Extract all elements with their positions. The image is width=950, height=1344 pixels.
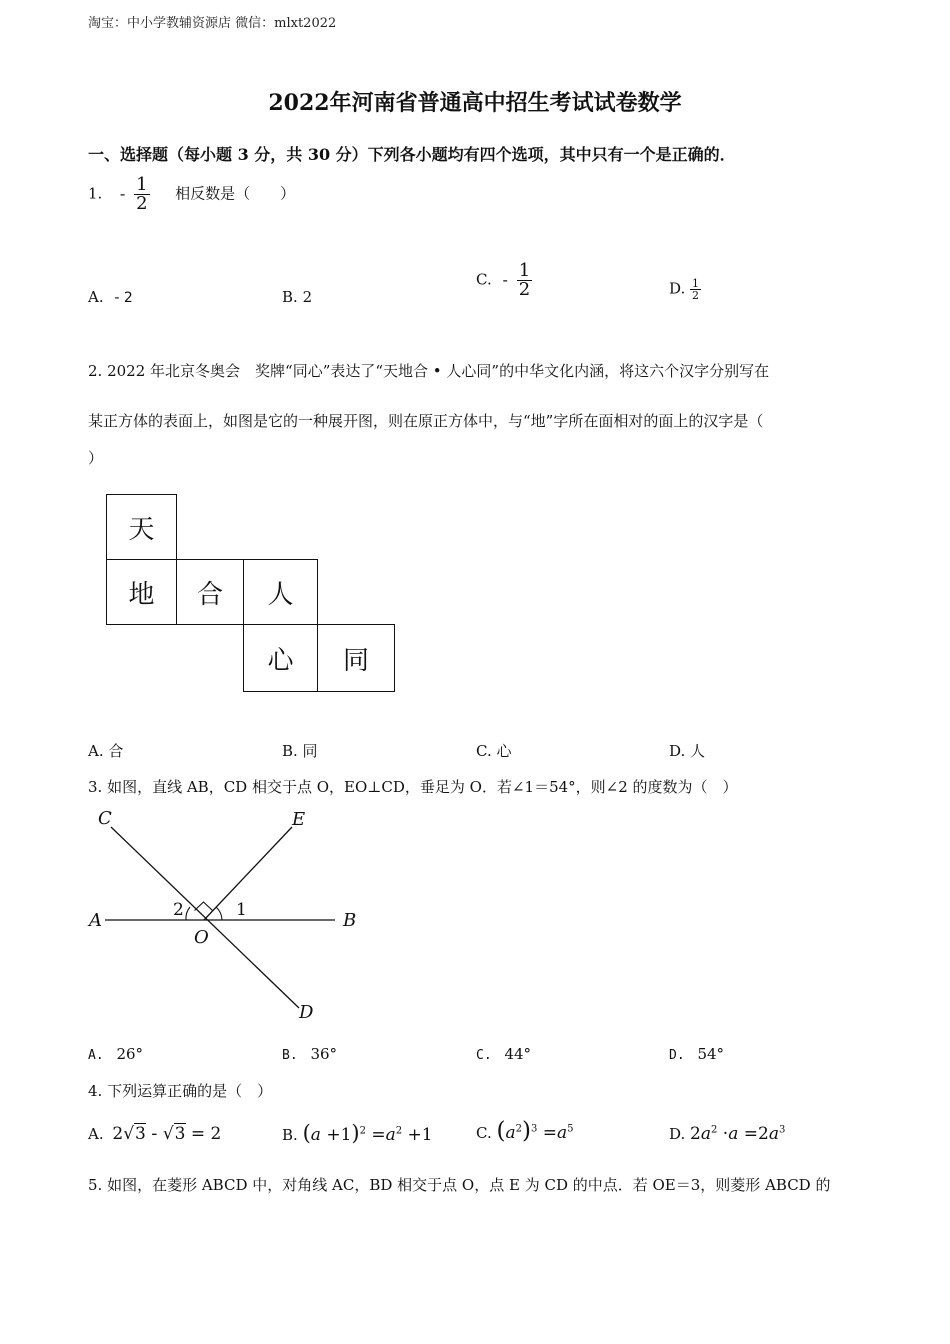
- header-note: 淘宝：中小学教辅资源店 微信：mlxt2022: [88, 16, 337, 31]
- label-c: C: [98, 808, 112, 829]
- q5-stem: 5. 如图，在菱形 ABCD 中，对角线 AC，BD 相交于点 O，点 E 为 CD 的中点．若 OE＝3，则菱形 ABCD 的: [88, 1176, 831, 1194]
- q1-option-a: A. - 2: [88, 288, 133, 306]
- q3-stem: 3. 如图，直线 AB，CD 相交于点 O，EO⊥CD，垂足为 O．若∠1＝54°，则∠2 的度数为（ ）: [88, 778, 738, 796]
- q4-b-expression: $(a +1)^2 =a^2 +1$: [302, 1121, 433, 1145]
- q2-line-1: 2. 2022 年北京冬奥会 奖牌“同心”表达了“天地合 • 人心同”的中华文化内涵，将这六个汉字分别写在: [88, 362, 770, 380]
- angle-2-arc: [186, 907, 190, 920]
- q2-option-b: B. 同: [282, 742, 318, 760]
- q1-frac-num: 1: [136, 174, 148, 195]
- angle-figure: [85, 800, 375, 1030]
- q1-fraction: [134, 176, 149, 213]
- q2-line-2: 某正方体的表面上，如图是它的一种展开图，则在原正方体中，与“地”字所在面相对的面上的汉字是（: [88, 412, 764, 430]
- line-cd: [111, 827, 299, 1008]
- label-b: B: [343, 910, 357, 931]
- label-e: E: [292, 809, 306, 830]
- net-cell-ren: 人: [243, 559, 318, 625]
- q1-minus-sign: -: [119, 184, 126, 203]
- q4-option-a: A. 2√3 - √3 = 2: [88, 1124, 222, 1144]
- q1-c-fraction: $\frac{1}{2}$: [518, 260, 531, 300]
- angle-label-2: 2: [173, 900, 184, 920]
- net-cell-di: 地: [106, 559, 177, 625]
- q4-c-expression: $(a^2)^3 =a^5$: [496, 1118, 574, 1144]
- q1-frac-den: 2: [136, 193, 148, 214]
- page-title: 2022年河南省普通高中招生考试试卷数学: [268, 90, 682, 116]
- q2-line-3: ）: [88, 449, 104, 467]
- label-a: A: [89, 910, 102, 931]
- net-cell-tian: 天: [106, 494, 177, 560]
- q2-option-a: A. 合: [88, 742, 124, 760]
- label-o: O: [194, 927, 209, 948]
- q4-option-b: B. $(a +1)^2 =a^2 +1$: [282, 1121, 433, 1145]
- q3-option-b: B. 36°: [282, 1045, 338, 1063]
- net-cell-xin: 心: [243, 624, 318, 692]
- q1-option-b: B. 2: [282, 288, 313, 306]
- q4-d-expression: $2a^2 \cdot a =2a^3$: [690, 1124, 786, 1144]
- net-cell-he: 合: [176, 559, 244, 625]
- q4-a-expression: 2√3 - √3 = 2: [112, 1124, 222, 1144]
- q1-number: 1.: [88, 184, 103, 203]
- q2-option-c: C. 心: [476, 742, 512, 760]
- q4-stem: 4. 下列运算正确的是（ ）: [88, 1082, 273, 1100]
- angle-label-1: 1: [236, 900, 247, 920]
- q1-d-fraction: $\frac{1}{2}$: [692, 277, 700, 302]
- q1-stem: 相反数是（ ）: [175, 184, 296, 203]
- q4-option-c: C. $(a^2)^3 =a^5$: [476, 1118, 574, 1144]
- q3-option-c: C. 44°: [476, 1045, 532, 1063]
- q2-option-d: D. 人: [669, 742, 706, 760]
- question-1: [88, 176, 295, 213]
- q4-option-d: D. $2a^2 \cdot a =2a^3$: [669, 1124, 786, 1144]
- q3-option-a: A. 26°: [88, 1045, 144, 1063]
- q3-option-d: D. 54°: [669, 1045, 725, 1063]
- label-d: D: [299, 1002, 314, 1023]
- section-heading: 一、选择题（每小题 3 分，共 30 分）下列各小题均有四个选项，其中只有一个是正确的．: [88, 145, 736, 164]
- ray-oe: [204, 827, 292, 920]
- q1-option-c: C. - $\frac{1}{2}$: [476, 260, 531, 300]
- net-cell-tong: 同: [317, 624, 395, 692]
- angle-1-arc: [216, 907, 222, 920]
- q1-option-d: D. $\frac{1}{2}$: [669, 277, 700, 302]
